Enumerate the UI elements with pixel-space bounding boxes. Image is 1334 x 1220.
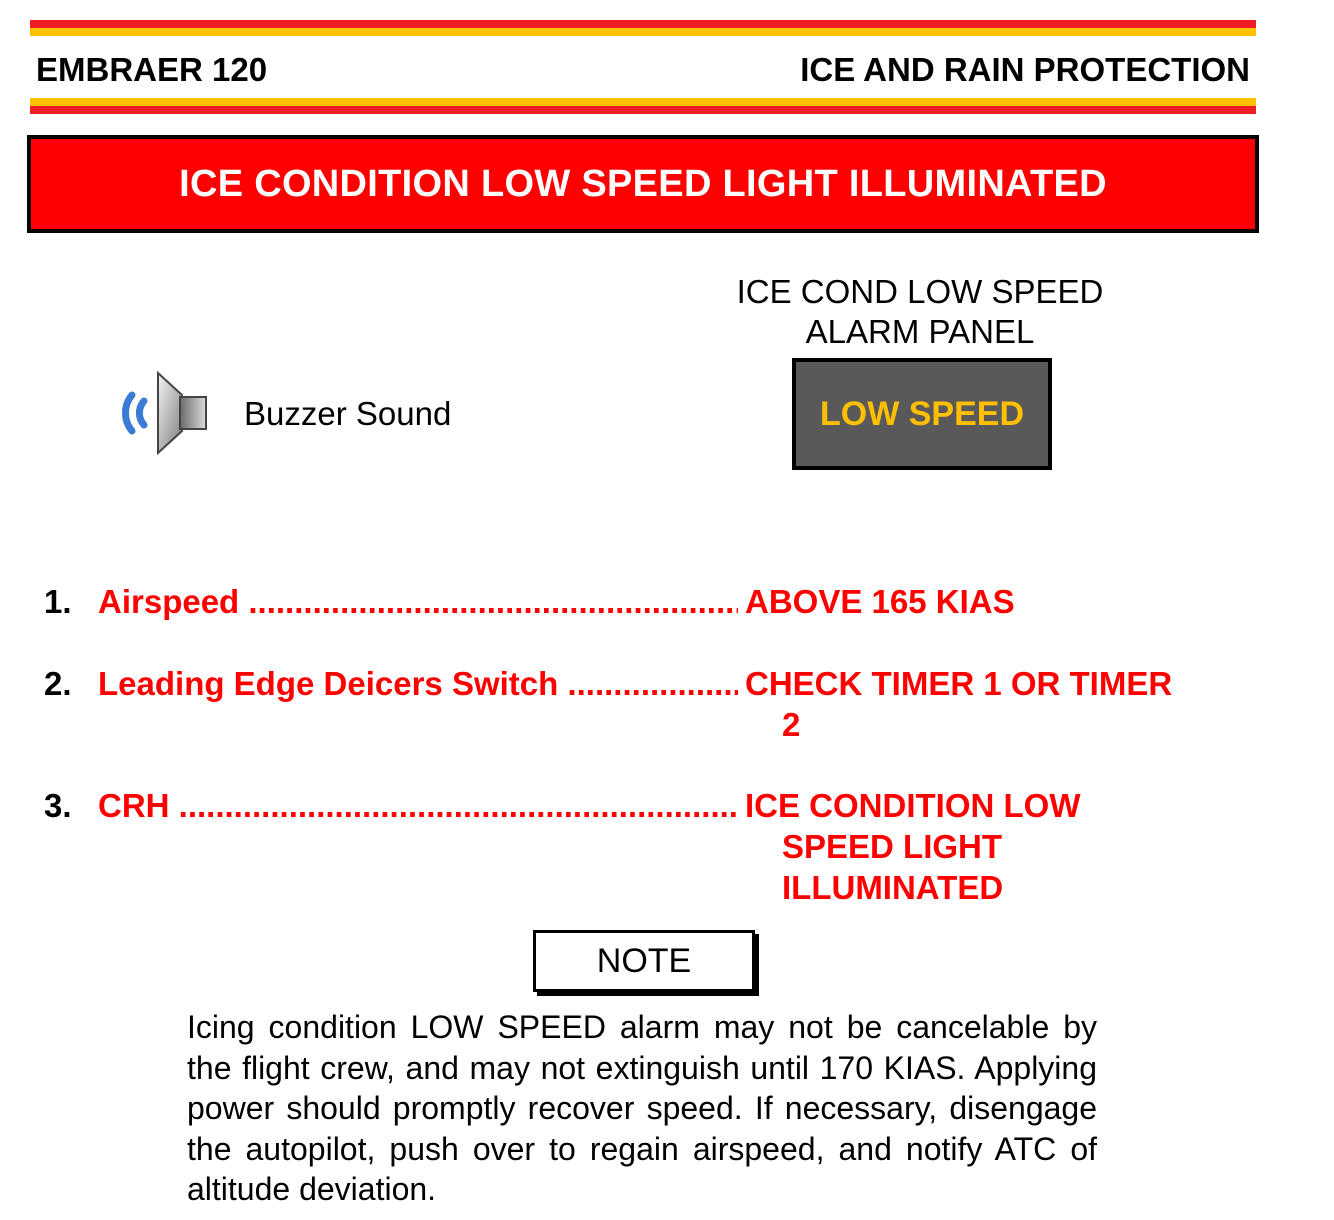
step-number: 1. xyxy=(44,583,72,620)
alarm-panel-title xyxy=(700,272,1140,352)
note-label: NOTE xyxy=(596,941,692,980)
low-speed-light-label: LOW SPEED xyxy=(819,394,1025,433)
header-stripe-yellow-bottom xyxy=(30,98,1256,106)
step-action-continuation: ILLUMINATED xyxy=(782,869,1004,906)
step-number: 3. xyxy=(44,787,72,824)
step-action-line: ABOVE 165 KIAS xyxy=(745,583,1015,620)
note-text: Icing condition LOW SPEED alarm may not be cancelable by the flight crew, and may not extinguish until 170 KIAS. Applying power should promptly recover speed. If necessary, disengage the autopilot, push over to regain airspeed, and notify ATC of altitude deviation. xyxy=(187,1009,1097,1207)
step-action xyxy=(745,581,1215,622)
step-item: CRH ..... xyxy=(98,785,738,826)
header-stripe-red-top xyxy=(30,20,1256,28)
header-stripe-yellow-top xyxy=(30,28,1256,36)
buzzer-label: Buzzer Sound xyxy=(244,395,452,432)
step-item: Leading Edge Deicers Switch ..... xyxy=(98,663,738,704)
warning-banner-title: ICE CONDITION LOW SPEED LIGHT ILLUMINATED xyxy=(179,162,1107,205)
step-action-continuation: SPEED LIGHT xyxy=(782,828,1003,865)
step-action-line: CHECK TIMER 1 OR TIMER xyxy=(745,665,1173,702)
step-action xyxy=(745,785,1215,908)
section-title: ICE AND RAIN PROTECTION xyxy=(800,51,1250,88)
speaker-icon xyxy=(112,365,212,461)
step-item: Airspeed ..... xyxy=(98,581,738,622)
step-action xyxy=(745,663,1215,745)
step-number: 2. xyxy=(44,665,72,702)
warning-banner xyxy=(27,135,1259,233)
aircraft-title: EMBRAER 120 xyxy=(36,51,268,88)
alarm-panel-title-line2: ALARM PANEL xyxy=(805,313,1035,350)
step-action-line: ICE CONDITION LOW xyxy=(745,787,1081,824)
step-action-continuation: 2 xyxy=(782,706,801,743)
low-speed-light xyxy=(792,358,1052,470)
header-stripe-red-bottom xyxy=(30,106,1256,114)
note-label-box xyxy=(533,930,755,992)
alarm-panel-title-line1: ICE COND LOW SPEED xyxy=(736,273,1104,310)
